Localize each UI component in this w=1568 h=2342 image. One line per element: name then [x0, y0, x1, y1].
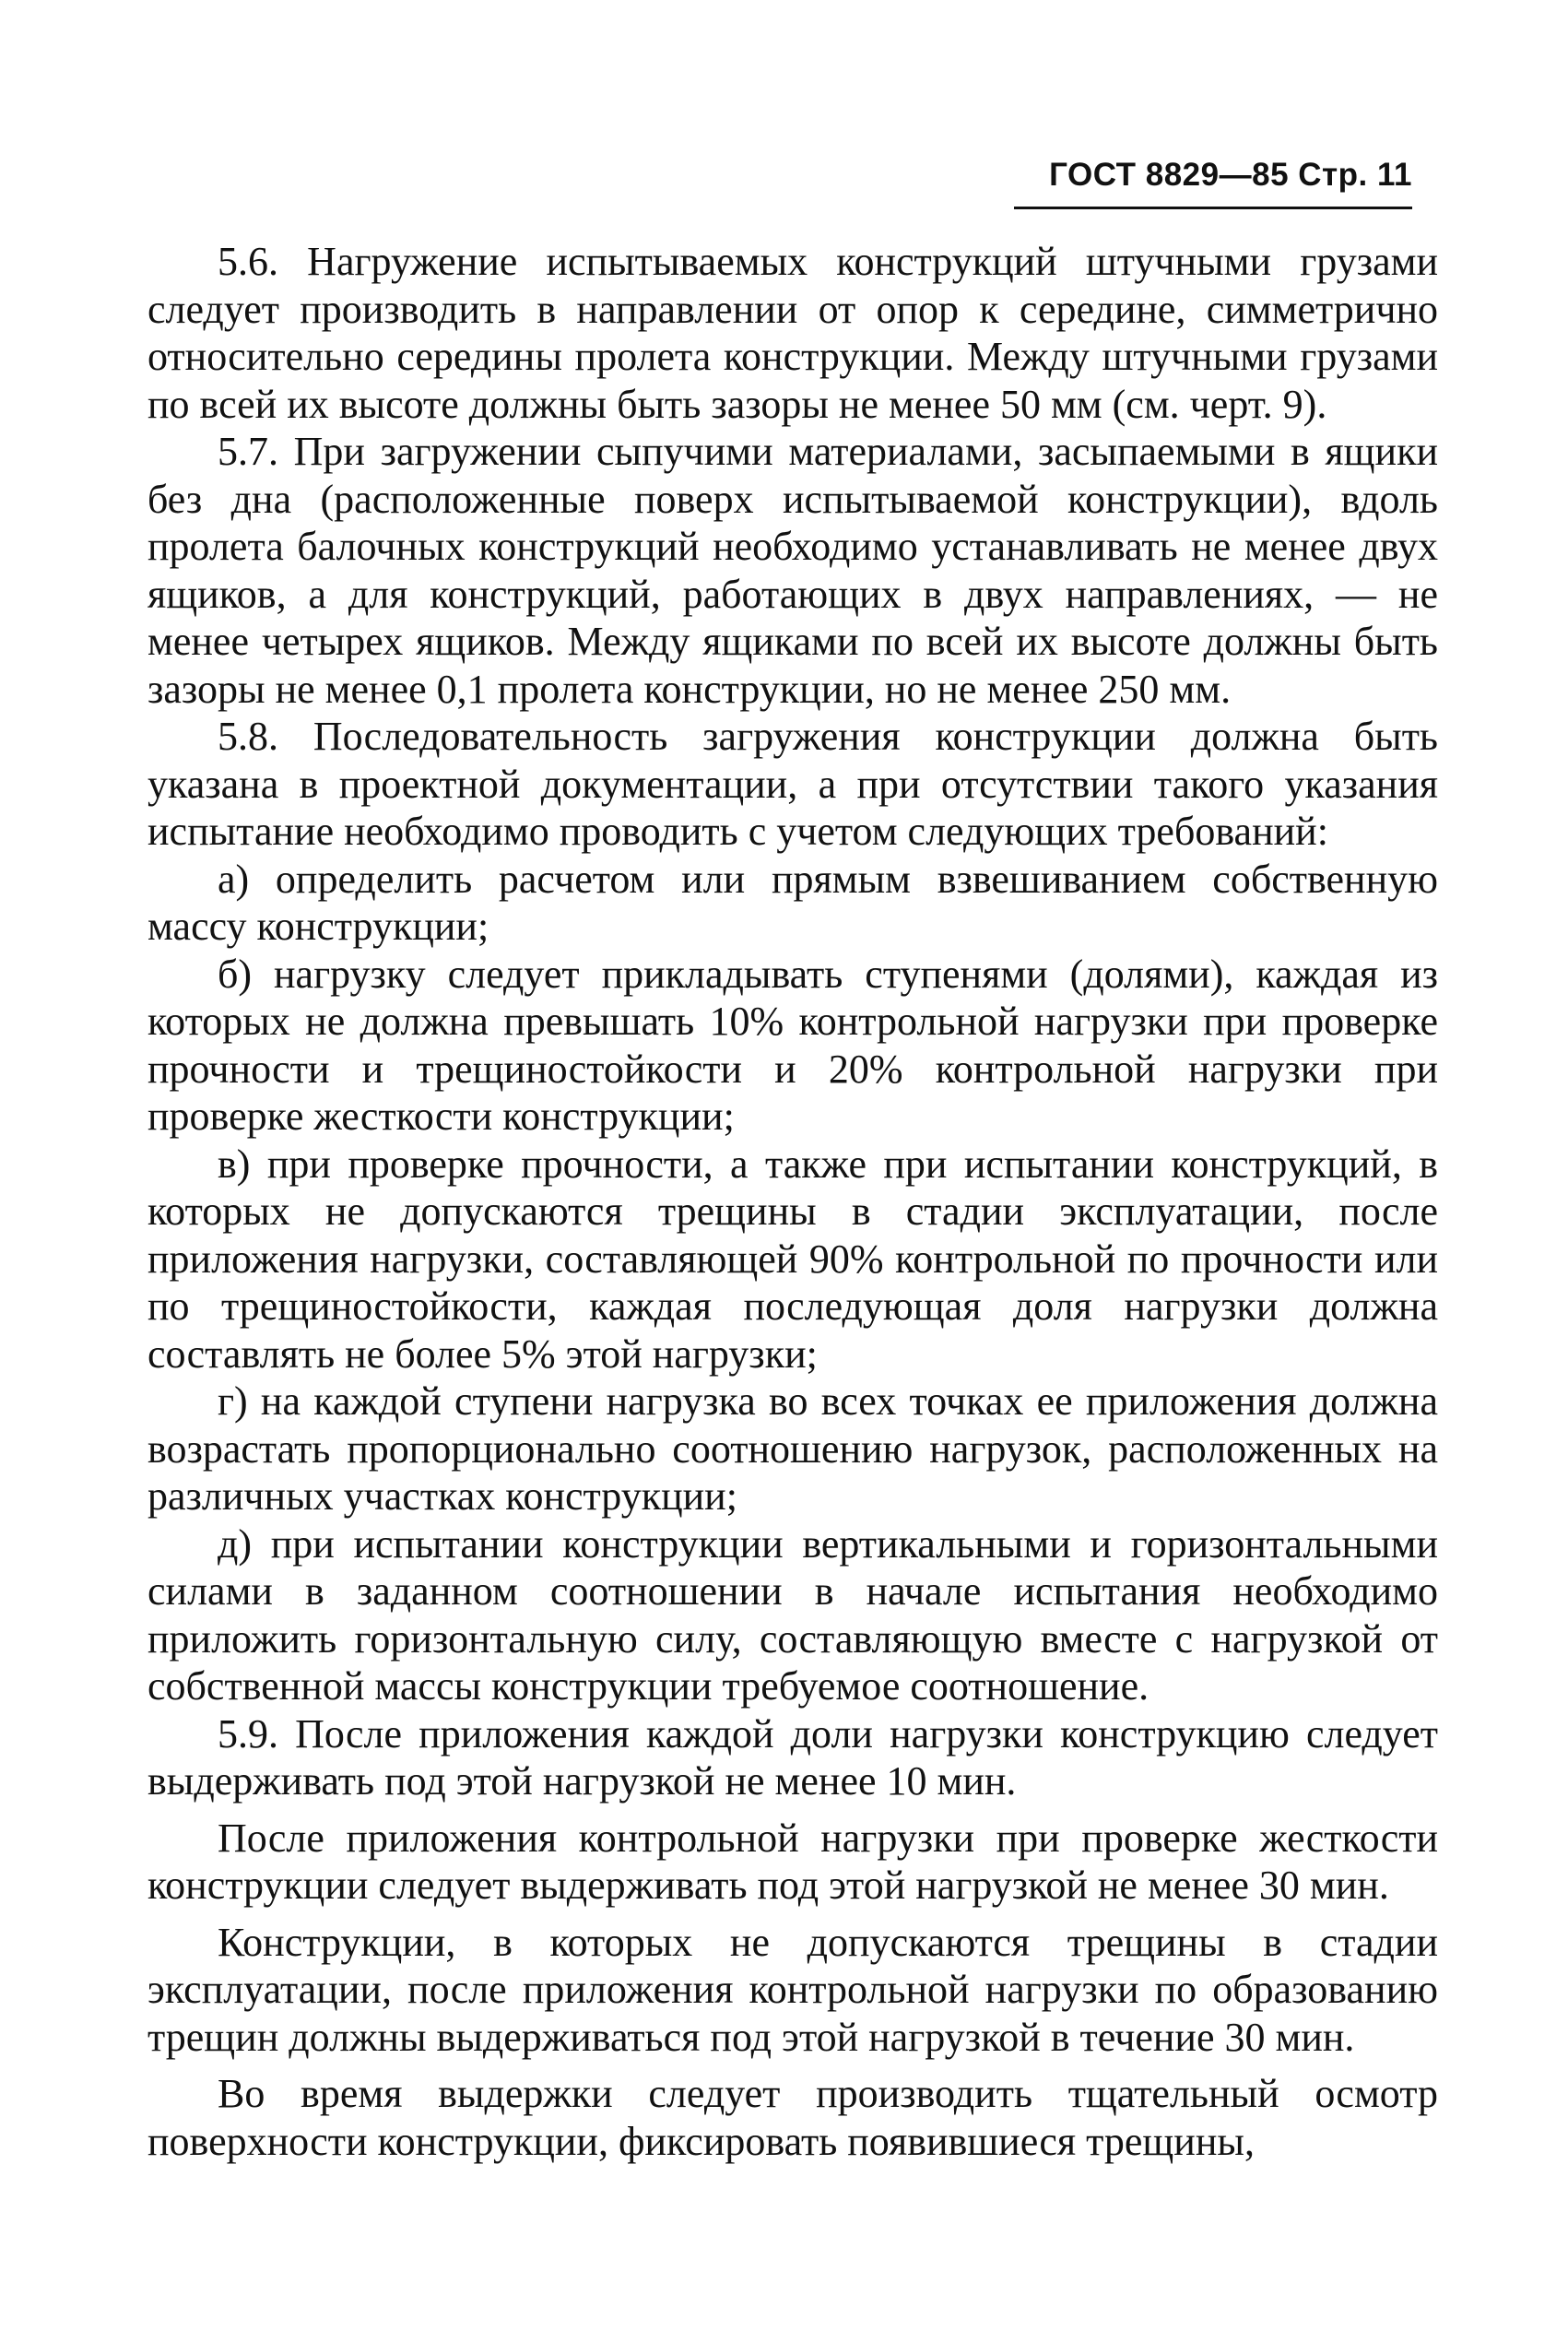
list-item-b: б) нагрузку следует прикладывать ступенями (долями), каждая из которых не должна превышать 10% контрольной нагрузки при проверке прочности и трещиностойкости и 20% контрольной нагрузки при проверке жесткости конструкции; — [147, 951, 1438, 1139]
paragraph-5-8: 5.8. Последовательность загружения конструкции должна быть указана в проектной документации, а при отсутствии такого указания испытание необходимо проводить с учетом следующих требований: — [147, 714, 1438, 854]
list-item-g: г) на каждой ступени нагрузка во всех точках ее приложения должна возрастать пропорционально соотношению нагрузок, расположенных на различных участках конструкции; — [147, 1378, 1438, 1519]
paragraph-stiffness-hold: После приложения контрольной нагрузки при проверке жесткости конструкции следует выдерживать под этой нагрузкой не менее 30 мин. — [147, 1815, 1438, 1908]
paragraph-crack-hold: Конструкции, в которых не допускаются трещины в стадии эксплуатации, после приложения контрольной нагрузки по образованию трещин должны выдерживаться под этой нагрузкой в течение 30 мин. — [147, 1919, 1438, 2060]
list-item-a: а) определить расчетом или прямым взвешиванием собственную массу конструкции; — [147, 856, 1438, 949]
paragraph-5-9: 5.9. После приложения каждой доли нагрузки конструкцию следует выдерживать под этой нагрузкой не менее 10 мин. — [147, 1710, 1438, 1804]
page-header: ГОСТ 8829—85 Стр. 11 — [1049, 157, 1412, 193]
paragraph-5-6: 5.6. Нагружение испытываемых конструкций штучными грузами следует производить в направлении от опор к середине, симметрично относительно середины пролета конструкции. Между штучными грузами по всей их высоте должны быть зазоры не менее 50 мм (см. черт. 9). — [147, 239, 1438, 427]
paragraph-inspection: Во время выдержки следует производить тщательный осмотр поверхности конструкции, фиксировать появившиеся трещины, — [147, 2071, 1438, 2164]
header-rule — [1014, 207, 1412, 209]
list-item-d: д) при испытании конструкции вертикальными и горизонтальными силами в заданном соотношении в начале испытания необходимо приложить горизонтальную силу, составляющую вместе с нагрузкой от собственной массы конструкции требуемое соотношение. — [147, 1520, 1438, 1709]
paragraph-5-7: 5.7. При загружении сыпучими материалами, засыпаемыми в ящики без дна (расположенные поверх испытываемой конструкции), вдоль пролета балочных конструкций необходимо устанавливать не менее двух ящиков, а для конструкций, работающих в двух направлениях, — не менее четырех ящиков. Между ящиками по всей их высоте должны быть зазоры не менее 0,1 пролета конструкции, но не менее 250 мм. — [147, 429, 1438, 712]
list-item-v: в) при проверке прочности, а также при испытании конструкций, в которых не допускаются трещины в стадии эксплуатации, после приложения нагрузки, составляющей 90% контрольной по прочности или по трещиностойкости, каждая последующая доля нагрузки должна составлять не более 5% этой нагрузки; — [147, 1141, 1438, 1377]
document-body — [147, 238, 1438, 2165]
